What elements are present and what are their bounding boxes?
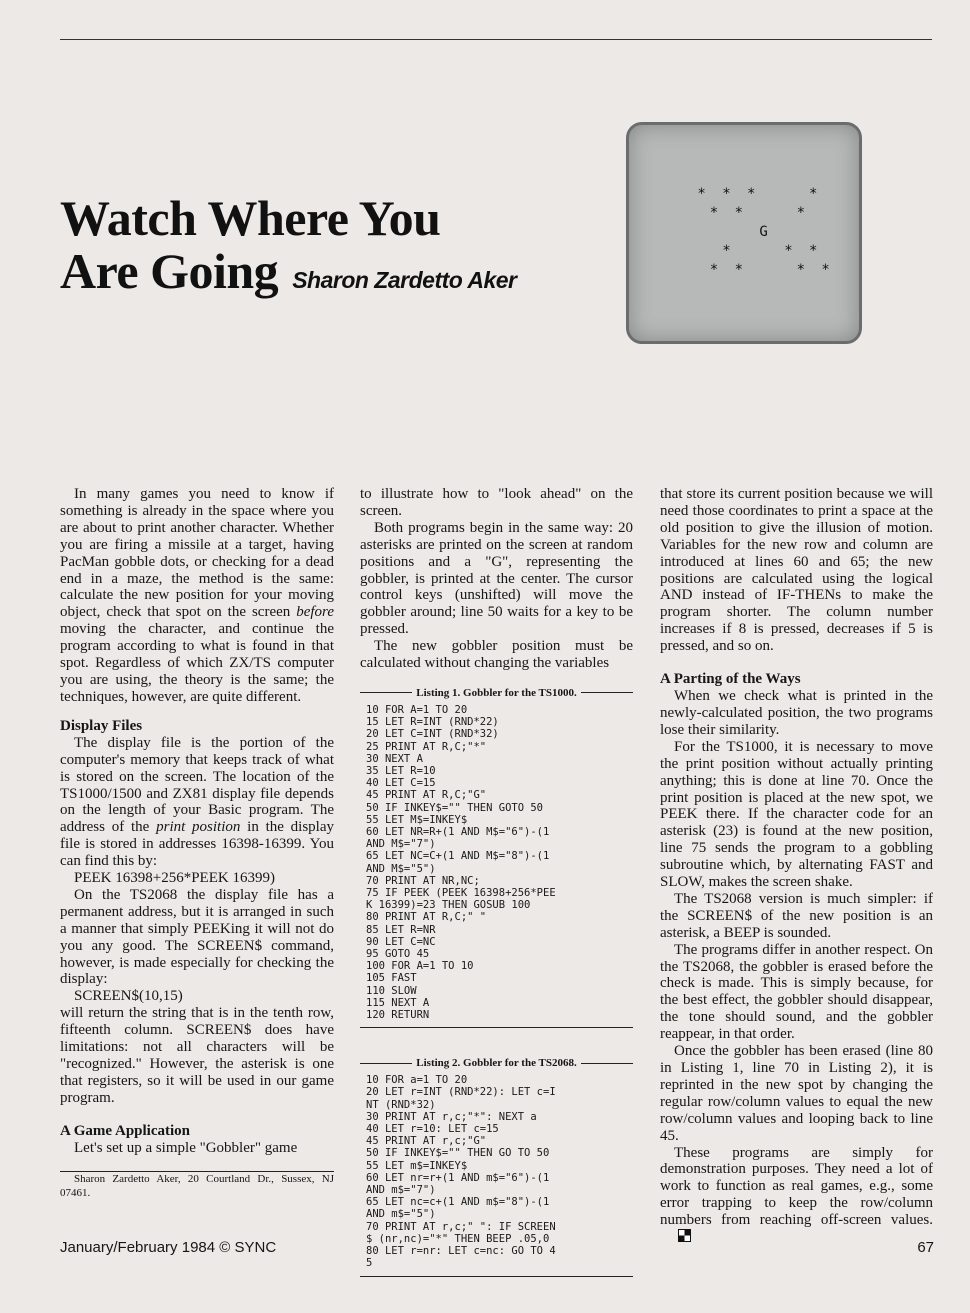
emphasis: print position [156, 819, 241, 836]
asterisk-character: * [809, 186, 818, 202]
listing-1-code: 10 FOR A=1 TO 20 15 LET R=INT (RND*22) 20 LET C=INT (RND*32) 25 PRINT AT R,C;"*" 30 NEXT A 35 LET R=10 40 LET C=15 45 PRINT AT R,C;"G" 50 IF INKEY$="" THEN GOTO 50 55 LET M$=INKEY$ 60 LET NR=R+(1 AND M$="6")-(1 AND M$="7") 65 LET NC=C+(1 AND M$="8")-(1 AND M$="5") 70 PRINT AT NR,NC; 75 IF PEEK (PEEK 16398+256*PEE K 16399)=23 THEN GOSUB 100 80 PRINT AT R,C;" " 85 LET R=NR 90 LET C=NC 95 GOTO 45 100 FOR A=1 TO 10 105 FAST 110 SLOW 115 NEXT A 120 RETURN [366, 703, 556, 1022]
asterisk-character: * [722, 186, 731, 202]
asterisk-character: * [796, 262, 806, 278]
section-heading: A Game Application [60, 1122, 191, 1139]
caption-text: Listing 2. Gobbler for the TS2068. [416, 1057, 577, 1070]
title-line-2: Are Going [60, 243, 279, 299]
title-line-1: Watch Where You [60, 190, 441, 246]
asterisk-character: * [709, 205, 719, 221]
paragraph: The programs differ in another respect. On the TS2068, the gobbler is erased before the check is made. This is simply because, for the best effect, the gobbler should disappear, the tone should sound, and the gobbler reappear, in that order. [660, 941, 933, 1043]
issue-footer: January/February 1984 © SYNC [60, 1239, 277, 1256]
text-run: In many games you need to know if something is already in the space where you are about to print another character. Whether you are firing a missile at a target, having PacMan gobble dots, or checking for a dead end in a maze, the method is the same: calculate the new position for your moving object, check that spot on the screen [60, 486, 334, 621]
gobbler-character: G [759, 224, 768, 240]
rule [581, 1063, 633, 1064]
listing-1-caption [360, 686, 633, 700]
text-run: moving the character, and continue the program according to what is found in that spot. Regardless of which ZX/TS computer you are using, the theory is the same; the techniques, however, are quite different. [60, 621, 334, 705]
paragraph: The new gobbler position must be calculated without changing the variables [360, 638, 633, 672]
rule [360, 1063, 412, 1064]
caption-text: Listing 1. Gobbler for the TS1000. [416, 686, 577, 699]
asterisk-character: * [722, 243, 731, 259]
section-heading: A Parting of the Ways [660, 671, 801, 688]
section-heading: Display Files [60, 717, 143, 734]
paragraph: The TS2068 version is much simpler: if the SCREEN$ of the new position is an asterisk, a BEEP is sounded. [660, 890, 933, 941]
paragraph [660, 1145, 933, 1246]
formula: PEEK 16398+256*PEEK 16399) [74, 870, 275, 887]
formula: SCREEN$(10,15) [74, 988, 183, 1005]
asterisk-character: * [796, 205, 806, 221]
listing-2-caption [360, 1056, 633, 1070]
author-byline: Sharon Zardetto Aker [292, 267, 517, 293]
paragraph: Both programs begin in the same way: 20 asterisks are printed on the screen at random positions and a "G", representing the gobbler, is printed at the center. The cursor control keys (unshifted) will move the gobbler around; line 50 waits for a key to be pressed. [360, 519, 633, 638]
asterisk-character: * [734, 262, 744, 278]
tv-screen-illustration [626, 122, 862, 344]
author-address-footnote: Sharon Zardetto Aker, 20 Courtland Dr., Sussex, NJ 07461. [60, 1172, 334, 1199]
rule [360, 692, 412, 693]
article-title [60, 192, 517, 307]
asterisk-character: * [734, 205, 744, 221]
tv-screen-display [629, 125, 859, 341]
paragraph: to illustrate how to "look ahead" on the screen. [360, 486, 633, 519]
paragraph [60, 735, 334, 870]
column-2 [360, 486, 633, 1270]
text-run: in the display file is stored in addresses 16398-16399. You can find this by: [60, 819, 335, 870]
asterisk-character: * [747, 186, 756, 202]
listing-divider [360, 1276, 633, 1277]
paragraph: Let's set up a simple "Gobbler" game [74, 1139, 298, 1156]
rule [581, 692, 633, 693]
paragraph: that store its current position because we will need those coordinates to print a space at the old position to give the illusion of motion. Variables for the new row and column are introduced at lines 60 and 65; the new positions are calculated using the logical AND instead of IF-THENs to make the program shorter. The column number increases if 8 is pressed, decreases if 5 is pressed, and so on. [660, 486, 933, 655]
column-3 [660, 486, 933, 1231]
emphasis: before [296, 604, 334, 621]
text-run: These programs are simply for demonstration purposes. They need a lot of work to function as real games, e.g., some error trapping to keep the row/column numbers from reaching off-screen values. [660, 1144, 933, 1229]
paragraph [60, 486, 334, 706]
asterisk-character: * [809, 243, 818, 259]
listing-2-code: 10 FOR a=1 TO 20 20 LET r=INT (RND*22): LET c=I NT (RND*32) 30 PRINT AT r,c;"*": NEXT a 40 LET r=10: LET c=15 45 PRINT AT r,c;"G" 50 IF INKEY$="" THEN GO TO 50 55 LET m$=INKEY$ 60 LET nr=r+(1 AND m$="6")-(1 AND m$="7") 65 LET nc=c+(1 AND m$="8")-(1 AND m$="5") 70 PRINT AT r,c;" ": IF SCREEN $ (nr,nc)="*" THEN BEEP .05,0 80 LET r=nr: LET c=nc: GO TO 4 5 [366, 1074, 556, 1270]
top-rule [60, 39, 932, 40]
paragraph: Once the gobbler has been erased (line 80 in Listing 1, line 70 in Listing 2), it is reprinted in the new spot by changing the regular row/column values to equal the new row/column values and looping back to line 45. [660, 1043, 933, 1144]
paragraph: will return the string that is in the tenth row, fifteenth column. SCREEN$ does have limitations: not all characters will be "recognized." However, the asterisk is one that registers, so it will be used in our game program. [60, 1005, 334, 1106]
paragraph: For the TS1000, it is necessary to move the print position without actually printing anything; this is done at line 70. Once the print position is placed at the new spot, we PEEK there. If the character code for an asterisk (23) is found at the new position, line 75 sends the program to a gobbling subroutine which, by alternating FAST and SLOW, makes the screen shake. [660, 738, 933, 891]
text-run: The display file is the portion of the computer's memory that keeps track of what is stored on the screen. The location of the TS1000/1500 and ZX81 display file depends on the length of your Basic program. The address of the [60, 734, 334, 836]
column-1 [60, 486, 334, 1231]
asterisk-character: * [697, 186, 706, 202]
asterisk-character: * [709, 262, 719, 278]
asterisk-character: * [784, 243, 793, 259]
paragraph: When we check what is printed in the newly-calculated position, the two programs lose their similarity. [660, 688, 933, 738]
asterisk-character: * [821, 262, 830, 278]
paragraph: On the TS2068 the display file has a permanent address, but it is arranged in such a manner that simply PEEKing it will not do you any good. The SCREEN$ command, however, is made especially for checking the display: [60, 886, 334, 988]
page-number: 67 [917, 1239, 934, 1256]
listing-divider [360, 1027, 633, 1028]
end-of-article-icon [678, 1229, 691, 1242]
